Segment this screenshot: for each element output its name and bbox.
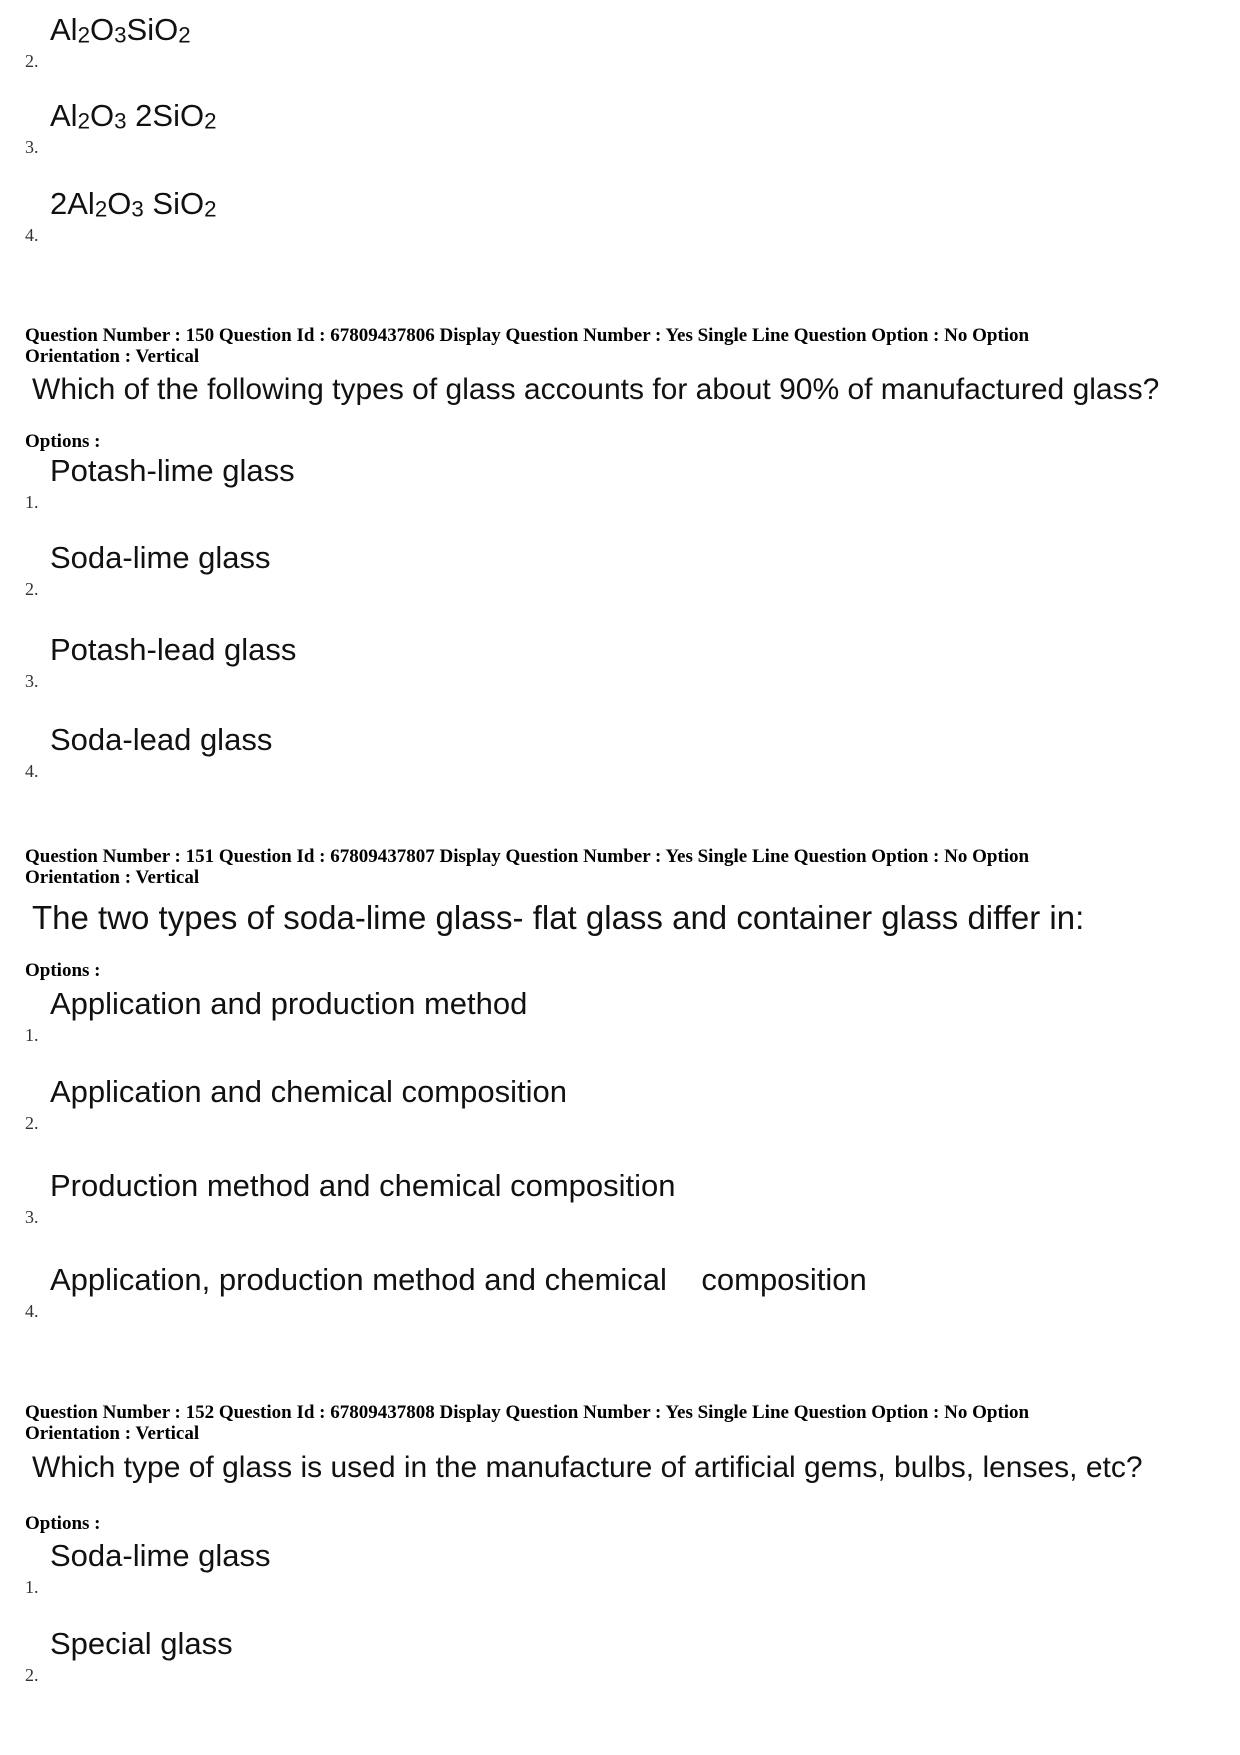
option-text: Application and chemical composition: [50, 1074, 567, 1109]
question-header: [25, 1402, 1205, 1444]
option-number: 1.: [25, 1025, 39, 1045]
option-text: Special glass: [50, 1626, 233, 1661]
option-number: 4.: [25, 1301, 39, 1321]
option-item: [25, 1538, 1175, 1598]
option-text: Soda-lime glass: [50, 540, 271, 575]
question-text: Which of the following types of glass accounts for about 90% of manufactured glass?: [32, 373, 1160, 406]
question-header-line: Question Number : 152 Question Id : 67809437808 Display Question Number : Yes Single Line Question Option : No Option: [25, 1402, 1030, 1423]
option-item: [25, 1626, 1175, 1686]
option-text: Application, production method and chemical composition: [50, 1262, 867, 1297]
options-label: Options :: [25, 960, 101, 981]
option-text: Soda-lead glass: [50, 722, 273, 757]
option-item: [25, 1168, 1175, 1228]
option-number: 4.: [25, 761, 39, 781]
question-header-line: Orientation : Vertical: [25, 346, 200, 367]
options-label: Options :: [25, 1513, 101, 1534]
option-text: Soda-lime glass: [50, 1538, 271, 1573]
option-text-formula: $Al_2O_3SiO_2$: [50, 12, 191, 48]
option-number: 3.: [25, 671, 39, 691]
option-number: 4.: [25, 225, 39, 245]
option-item: [25, 540, 1175, 600]
option-item: [25, 98, 1175, 158]
option-text-formula: $2Al_2O_3$ SiO$_2$: [50, 186, 217, 222]
question-text: The two types of soda-lime glass- flat glass and container glass differ in:: [32, 899, 1085, 936]
option-item: [25, 1262, 1175, 1322]
option-number: 1.: [25, 1577, 39, 1597]
question-text: Which type of glass is used in the manufacture of artificial gems, bulbs, lenses, etc?: [32, 1451, 1143, 1484]
option-text-formula: $Al_2O_3$ 2SiO$_2$: [50, 98, 217, 134]
option-number: 1.: [25, 492, 39, 512]
question-header-line: Question Number : 150 Question Id : 67809437806 Display Question Number : Yes Single Line Question Option : No Option: [25, 325, 1030, 346]
question-header-line: Orientation : Vertical: [25, 867, 200, 888]
option-number: 2.: [25, 51, 39, 71]
option-number: 2.: [25, 579, 39, 599]
option-item: [25, 986, 1175, 1046]
option-text: Production method and chemical composition: [50, 1168, 676, 1203]
option-item: [25, 1074, 1175, 1134]
option-number: 3.: [25, 1207, 39, 1227]
option-text: Potash-lime glass: [50, 453, 295, 488]
option-text: Potash-lead glass: [50, 632, 297, 667]
question-header-line: Question Number : 151 Question Id : 67809437807 Display Question Number : Yes Single Line Question Option : No Option: [25, 846, 1030, 867]
option-item: [25, 632, 1175, 692]
option-number: 2.: [25, 1665, 39, 1685]
question-header: [25, 846, 1205, 888]
option-item: [25, 12, 1175, 72]
question-header: [25, 325, 1205, 367]
option-number: 2.: [25, 1113, 39, 1133]
options-label: Options :: [25, 431, 101, 452]
question-header-line: Orientation : Vertical: [25, 1423, 200, 1444]
option-text: Application and production method: [50, 986, 528, 1021]
option-number: 3.: [25, 137, 39, 157]
option-item: [25, 186, 1175, 246]
option-item: [25, 722, 1175, 782]
option-item: [25, 453, 1175, 513]
